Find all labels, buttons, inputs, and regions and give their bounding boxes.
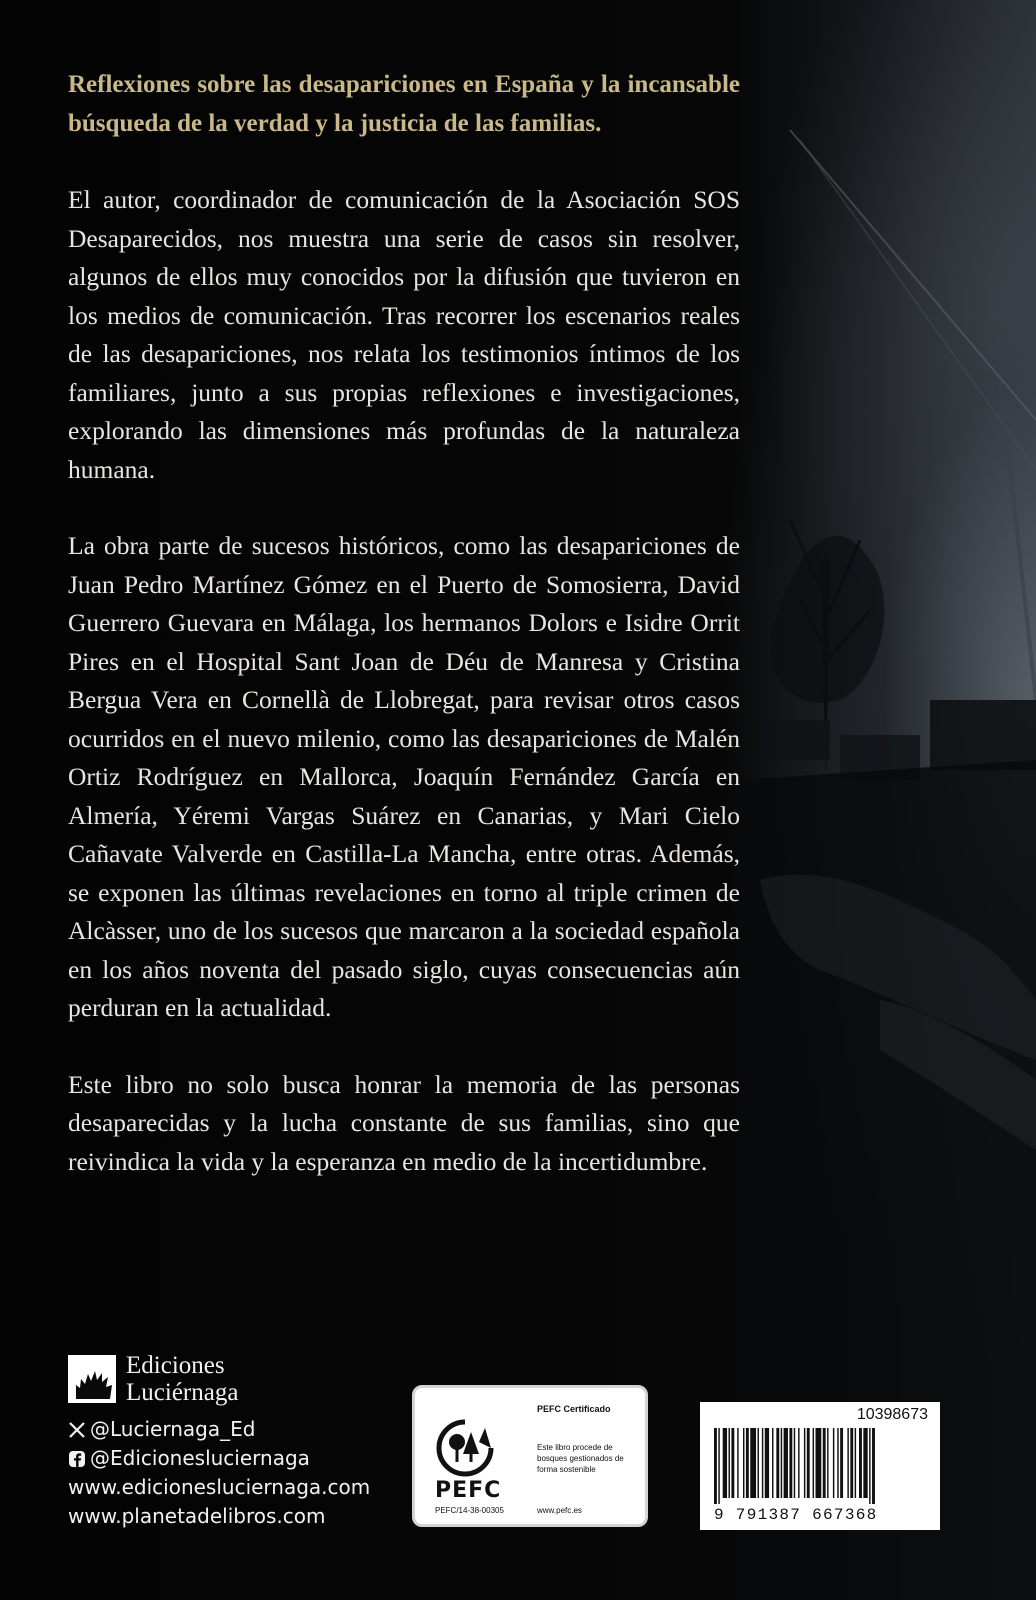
barcode-bar [714,1428,717,1504]
barcode-bars [714,1428,928,1504]
barcode-bar [816,1428,822,1498]
barcode-bar [847,1428,848,1498]
publisher-name-line-2: Luciérnaga [126,1379,239,1406]
barcode-bar [737,1428,738,1498]
barcode-bar [784,1428,788,1498]
facebook-handle-row [68,1444,370,1473]
barcode-bar [813,1428,814,1498]
barcode-bar [872,1428,875,1504]
barcode-bar [869,1428,870,1504]
barcode-bar [746,1428,749,1498]
blurb-lead: Reflexiones sobre las desapariciones en España y la incansable búsqueda de la verdad y la justicia de las familias. [68,71,740,137]
barcode-bar [789,1428,792,1498]
publisher-name-line-1: Ediciones [126,1352,225,1379]
publisher-contacts [68,1415,370,1531]
barcode-bar [765,1428,769,1498]
isbn-barcode-label [700,1402,940,1530]
barcode-bar [794,1428,795,1498]
barcode-bar [807,1428,810,1498]
barcode-digits: 9 791387 667368 [714,1506,878,1524]
x-icon [68,1421,86,1439]
pefc-code: PEFC/14-38-00305 [435,1506,504,1515]
x-handle-row [68,1415,370,1444]
x-handle[interactable]: @Luciernaga_Ed [90,1417,256,1441]
barcode-bar [837,1428,838,1498]
pefc-statement: Este libro procede de bosques gestionados de forma sostenible [537,1443,624,1474]
barcode-bar [731,1428,734,1498]
barcode-bar [823,1428,826,1498]
barcode-bar [804,1428,805,1498]
barcode-bar [772,1428,773,1498]
website-link-2[interactable]: www.planetadelibros.com [68,1504,326,1528]
barcode-bar [729,1428,730,1498]
barcode-bar [750,1428,756,1498]
barcode-bar [776,1428,779,1498]
publisher-block [68,1352,238,1406]
facebook-icon [68,1450,86,1468]
barcode-bar [762,1428,763,1498]
barcode-top-number: 10398673 [856,1406,928,1423]
barcode-bar [840,1428,843,1498]
pefc-title: PEFC Certificado [537,1404,611,1414]
barcode-bar [863,1428,867,1498]
barcode-bar [781,1428,782,1498]
barcode-bar [798,1428,799,1498]
facebook-handle[interactable]: @Edicionesluciernaga [90,1446,310,1470]
pefc-certification-label [412,1385,648,1527]
blurb-paragraph-2: La obra parte de sucesos históricos, como las desapariciones de Juan Pedro Martínez Gómez en el Puerto de Somosierra, David Guerrero Guevara en Málaga, los hermanos Dolors e Isidre Orrit Pires en el Hospital Sant Joan de Déu de Manresa y Cristina Bergua Vera en Cornellà de Llobregat, para revisar otros casos ocurridos en el nuevo milenio, como las desapariciones de Malén Ortiz Rodríguez en Mallorca, Joaquín Fernández García en Almería, Yéremi Vargas Suárez en Canarias, y Mari Cielo Cañavate Valverde en Castilla-La Mancha, entre otras. Además, se exponen las últimas revelaciones en torno al triple crimen de Alcàsser, uno de los sucesos que marcaron a la sociedad española en los años noventa del pasado siglo, cuyas consecuencias aún perduran en la actualidad. [68,531,740,1022]
blurb-paragraph-3: Este libro no solo busca honrar la memoria de las personas desaparecidas y la lucha constante de sus familias, sino que reivindica la vida y la esperanza en medio de la incertidumbre. [68,1069,740,1176]
barcode-bar [718,1428,719,1504]
website-link-1[interactable]: www.edicionesluciernaga.com [68,1475,371,1499]
publisher-name [126,1352,238,1406]
barcode-bar [850,1428,853,1498]
back-cover-blurb [68,66,740,1219]
barcode-bar [833,1428,834,1498]
pefc-trees-logo-icon [433,1418,497,1478]
barcode-bar [859,1428,862,1498]
barcode-bar [827,1428,828,1498]
blurb-paragraph-1: El autor, coordinador de comunicación de la Asociación SOS Desaparecidos, nos muestra una serie de casos sin resolver, algunos de ellos muy conocidos por la difusión que tuvieron en los medios de comunicación. Tras recorrer los escenarios reales de las desapariciones, nos relata los testimonios íntimos de los familiares, junto a sus propias reflexiones e investigaciones, explorando las dimensiones más profundas de la naturaleza humana. [68,185,740,484]
barcode-bar [758,1428,759,1498]
barcode-bar [743,1428,744,1498]
barcode-bar [723,1428,727,1498]
barcode-bar [855,1428,856,1498]
pefc-wordmark: PEFC [435,1478,502,1503]
pefc-url: www.pefc.es [537,1506,582,1515]
firefly-logo-icon [68,1355,116,1403]
